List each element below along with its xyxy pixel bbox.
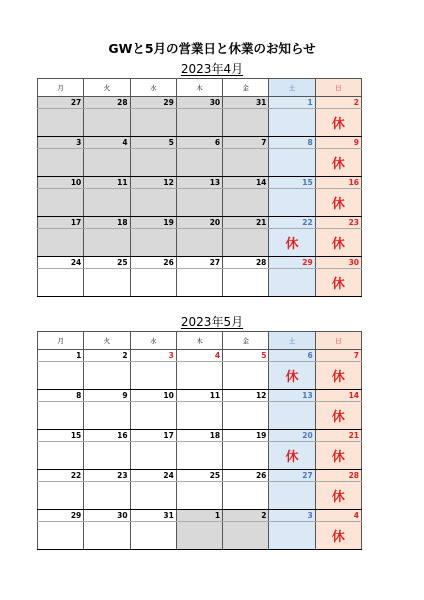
week-date-row bbox=[38, 390, 362, 402]
day-number: 6 bbox=[269, 350, 315, 362]
week-date-row bbox=[38, 97, 362, 109]
day-note-cell bbox=[315, 402, 361, 430]
day-note-cell bbox=[130, 109, 176, 137]
day-note-cell bbox=[315, 482, 361, 510]
day-number: 29 bbox=[130, 97, 176, 109]
day-note-cell bbox=[223, 189, 269, 217]
day-note-cell bbox=[130, 189, 176, 217]
day-number: 1 bbox=[38, 350, 84, 362]
day-note-cell bbox=[176, 229, 222, 257]
day-number: 8 bbox=[38, 390, 84, 402]
day-number: 27 bbox=[269, 470, 315, 482]
day-note-cell bbox=[223, 402, 269, 430]
day-note-cell bbox=[84, 482, 130, 510]
day-number: 23 bbox=[84, 470, 130, 482]
day-note-cell bbox=[84, 229, 130, 257]
month-title-text: 2023年5月 bbox=[180, 315, 244, 329]
weekday-header-cell: 月 bbox=[38, 332, 84, 350]
day-number: 25 bbox=[176, 470, 222, 482]
closed-mark: 休 bbox=[285, 450, 299, 465]
page-title: GWと5月の営業日と休業のお知らせ bbox=[108, 41, 316, 56]
day-number: 4 bbox=[176, 350, 222, 362]
day-number: 23 bbox=[315, 217, 361, 229]
closed-mark: 休 bbox=[331, 370, 345, 385]
day-note-cell bbox=[223, 442, 269, 470]
closed-mark: 休 bbox=[285, 237, 299, 252]
day-note-cell bbox=[38, 522, 84, 550]
closed-mark: 休 bbox=[331, 237, 345, 252]
day-number: 4 bbox=[84, 137, 130, 149]
day-note-cell bbox=[269, 109, 315, 137]
day-note-cell bbox=[84, 109, 130, 137]
day-note-cell bbox=[223, 229, 269, 257]
day-note-cell bbox=[130, 229, 176, 257]
day-number: 1 bbox=[269, 97, 315, 109]
day-note-cell bbox=[176, 109, 222, 137]
day-number: 12 bbox=[130, 177, 176, 189]
day-note-cell bbox=[84, 402, 130, 430]
day-number: 21 bbox=[315, 430, 361, 442]
day-number: 22 bbox=[269, 217, 315, 229]
day-number: 17 bbox=[38, 217, 84, 229]
week-date-row bbox=[38, 137, 362, 149]
day-number: 4 bbox=[315, 510, 361, 522]
week-note-row bbox=[38, 362, 362, 390]
day-note-cell bbox=[269, 229, 315, 257]
day-number: 29 bbox=[269, 257, 315, 269]
day-note-cell bbox=[176, 442, 222, 470]
day-number: 3 bbox=[38, 137, 84, 149]
day-note-cell bbox=[315, 522, 361, 550]
day-number: 6 bbox=[176, 137, 222, 149]
day-number: 29 bbox=[38, 510, 84, 522]
closed-mark: 休 bbox=[331, 277, 345, 292]
weekday-header-cell: 金 bbox=[223, 332, 269, 350]
week-date-row bbox=[38, 217, 362, 229]
weekday-header-cell: 火 bbox=[84, 332, 130, 350]
day-note-cell bbox=[269, 362, 315, 390]
closed-mark: 休 bbox=[285, 370, 299, 385]
day-note-cell bbox=[130, 149, 176, 177]
day-number: 14 bbox=[223, 177, 269, 189]
day-note-cell bbox=[130, 442, 176, 470]
day-number: 2 bbox=[223, 510, 269, 522]
day-note-cell bbox=[223, 482, 269, 510]
closed-mark: 休 bbox=[331, 410, 345, 425]
day-number: 7 bbox=[315, 350, 361, 362]
week-note-row bbox=[38, 269, 362, 297]
day-note-cell bbox=[176, 149, 222, 177]
weekday-header-cell: 土 bbox=[269, 79, 315, 97]
day-note-cell bbox=[38, 229, 84, 257]
week-date-row bbox=[38, 510, 362, 522]
closed-mark: 休 bbox=[331, 117, 345, 132]
day-note-cell bbox=[315, 189, 361, 217]
week-note-row bbox=[38, 109, 362, 137]
day-number: 30 bbox=[315, 257, 361, 269]
day-number: 31 bbox=[223, 97, 269, 109]
weekday-header-row bbox=[38, 79, 362, 97]
day-number: 27 bbox=[176, 257, 222, 269]
day-number: 10 bbox=[130, 390, 176, 402]
day-note-cell bbox=[84, 149, 130, 177]
day-note-cell bbox=[38, 442, 84, 470]
day-number: 13 bbox=[176, 177, 222, 189]
day-note-cell bbox=[315, 269, 361, 297]
day-number: 16 bbox=[84, 430, 130, 442]
month-title-april bbox=[0, 60, 424, 77]
day-number: 5 bbox=[130, 137, 176, 149]
day-number: 14 bbox=[315, 390, 361, 402]
weekday-header-cell: 水 bbox=[130, 332, 176, 350]
day-number: 15 bbox=[38, 430, 84, 442]
month-title-text: 2023年4月 bbox=[180, 62, 244, 76]
day-number: 25 bbox=[84, 257, 130, 269]
day-note-cell bbox=[315, 362, 361, 390]
day-note-cell bbox=[315, 149, 361, 177]
day-note-cell bbox=[130, 522, 176, 550]
day-note-cell bbox=[38, 189, 84, 217]
day-number: 9 bbox=[84, 390, 130, 402]
week-date-row bbox=[38, 470, 362, 482]
day-number: 2 bbox=[315, 97, 361, 109]
day-number: 16 bbox=[315, 177, 361, 189]
week-note-row bbox=[38, 402, 362, 430]
day-note-cell bbox=[223, 522, 269, 550]
day-note-cell bbox=[269, 522, 315, 550]
day-number: 17 bbox=[130, 430, 176, 442]
day-number: 9 bbox=[315, 137, 361, 149]
day-note-cell bbox=[176, 189, 222, 217]
day-number: 27 bbox=[38, 97, 84, 109]
day-number: 26 bbox=[223, 470, 269, 482]
week-note-row bbox=[38, 482, 362, 510]
week-date-row bbox=[38, 257, 362, 269]
weekday-header-cell: 木 bbox=[176, 79, 222, 97]
week-note-row bbox=[38, 229, 362, 257]
day-number: 20 bbox=[176, 217, 222, 229]
day-note-cell bbox=[130, 269, 176, 297]
day-note-cell bbox=[269, 482, 315, 510]
day-note-cell bbox=[38, 269, 84, 297]
weekday-header-cell: 水 bbox=[130, 79, 176, 97]
closed-mark: 休 bbox=[331, 450, 345, 465]
day-number: 3 bbox=[269, 510, 315, 522]
day-note-cell bbox=[38, 149, 84, 177]
day-note-cell bbox=[130, 402, 176, 430]
day-number: 2 bbox=[84, 350, 130, 362]
closed-mark: 休 bbox=[331, 490, 345, 505]
day-note-cell bbox=[223, 362, 269, 390]
day-note-cell bbox=[130, 482, 176, 510]
day-number: 18 bbox=[84, 217, 130, 229]
day-note-cell bbox=[315, 442, 361, 470]
day-number: 1 bbox=[176, 510, 222, 522]
day-number: 11 bbox=[84, 177, 130, 189]
month-title-may bbox=[0, 313, 424, 330]
day-note-cell bbox=[223, 109, 269, 137]
week-note-row bbox=[38, 189, 362, 217]
day-number: 24 bbox=[130, 470, 176, 482]
weekday-header-cell: 火 bbox=[84, 79, 130, 97]
day-note-cell bbox=[84, 522, 130, 550]
day-number: 5 bbox=[223, 350, 269, 362]
day-note-cell bbox=[223, 269, 269, 297]
day-note-cell bbox=[176, 269, 222, 297]
week-note-row bbox=[38, 149, 362, 177]
day-note-cell bbox=[269, 269, 315, 297]
day-note-cell bbox=[315, 229, 361, 257]
day-number: 28 bbox=[84, 97, 130, 109]
day-note-cell bbox=[38, 482, 84, 510]
day-note-cell bbox=[84, 269, 130, 297]
day-note-cell bbox=[269, 149, 315, 177]
calendar-april bbox=[37, 78, 362, 297]
day-number: 8 bbox=[269, 137, 315, 149]
day-number: 7 bbox=[223, 137, 269, 149]
day-note-cell bbox=[176, 402, 222, 430]
day-number: 11 bbox=[176, 390, 222, 402]
week-date-row bbox=[38, 350, 362, 362]
day-number: 10 bbox=[38, 177, 84, 189]
day-number: 13 bbox=[269, 390, 315, 402]
day-number: 21 bbox=[223, 217, 269, 229]
day-note-cell bbox=[269, 442, 315, 470]
closed-mark: 休 bbox=[331, 157, 345, 172]
day-note-cell bbox=[176, 522, 222, 550]
day-number: 18 bbox=[176, 430, 222, 442]
day-number: 15 bbox=[269, 177, 315, 189]
week-date-row bbox=[38, 177, 362, 189]
week-note-row bbox=[38, 442, 362, 470]
day-note-cell bbox=[269, 402, 315, 430]
day-number: 12 bbox=[223, 390, 269, 402]
day-number: 22 bbox=[38, 470, 84, 482]
day-note-cell bbox=[38, 109, 84, 137]
day-note-cell bbox=[223, 149, 269, 177]
day-number: 19 bbox=[130, 217, 176, 229]
weekday-header-cell: 木 bbox=[176, 332, 222, 350]
day-number: 20 bbox=[269, 430, 315, 442]
day-note-cell bbox=[315, 109, 361, 137]
weekday-header-cell: 日 bbox=[315, 332, 361, 350]
closed-mark: 休 bbox=[331, 530, 345, 545]
day-note-cell bbox=[176, 482, 222, 510]
day-number: 30 bbox=[176, 97, 222, 109]
day-note-cell bbox=[269, 189, 315, 217]
day-number: 31 bbox=[130, 510, 176, 522]
day-number: 3 bbox=[130, 350, 176, 362]
week-date-row bbox=[38, 430, 362, 442]
day-number: 26 bbox=[130, 257, 176, 269]
weekday-header-cell: 日 bbox=[315, 79, 361, 97]
day-note-cell bbox=[130, 362, 176, 390]
day-note-cell bbox=[38, 362, 84, 390]
weekday-header-row bbox=[38, 332, 362, 350]
day-number: 28 bbox=[223, 257, 269, 269]
day-note-cell bbox=[84, 442, 130, 470]
day-number: 28 bbox=[315, 470, 361, 482]
day-number: 30 bbox=[84, 510, 130, 522]
day-note-cell bbox=[38, 402, 84, 430]
day-number: 24 bbox=[38, 257, 84, 269]
day-note-cell bbox=[84, 362, 130, 390]
day-note-cell bbox=[176, 362, 222, 390]
week-note-row bbox=[38, 522, 362, 550]
weekday-header-cell: 土 bbox=[269, 332, 315, 350]
day-number: 19 bbox=[223, 430, 269, 442]
weekday-header-cell: 金 bbox=[223, 79, 269, 97]
day-note-cell bbox=[84, 189, 130, 217]
weekday-header-cell: 月 bbox=[38, 79, 84, 97]
calendar-may bbox=[37, 331, 362, 550]
closed-mark: 休 bbox=[331, 197, 345, 212]
